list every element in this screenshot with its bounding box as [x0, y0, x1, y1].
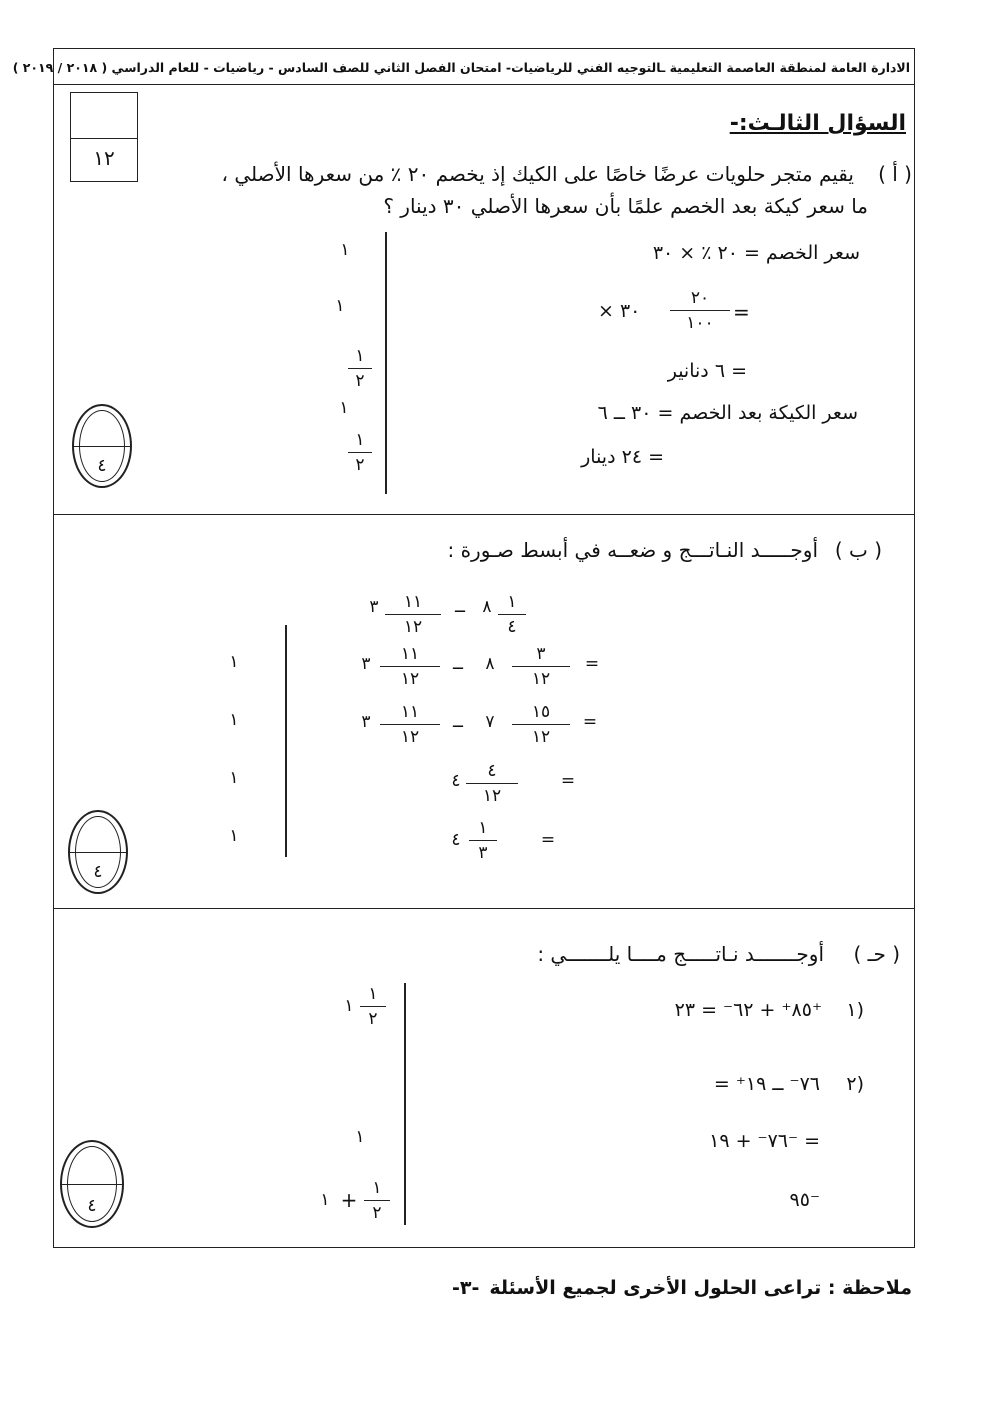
- part-c-item1: ٨٥⁺ + ٦٢⁻ = ٢٣⁺: [674, 999, 822, 1021]
- part-a-line2: ما سعر كيكة بعد الخصم علمًا بأن سعرها الأصلي ٣٠ دينار ؟: [383, 194, 868, 218]
- circle-divider: [62, 1184, 122, 1185]
- part-b-r2-whole1: ٨: [485, 654, 495, 674]
- part-b-r1-whole2: ٣: [369, 597, 379, 617]
- part-c-prompt: أوجـــــــد نـاتـــــج مــــا يلـــــــي :: [537, 942, 824, 966]
- part-c-item2: ٧٦⁻ ــ ١٩⁺ =: [713, 1073, 820, 1095]
- part-a-step2-eq: =: [733, 300, 750, 324]
- part-c-mark-3-frac: [364, 1180, 390, 1222]
- part-b-r4-frac: [466, 763, 518, 805]
- fraction-numerator: ٢٠: [690, 288, 710, 308]
- part-a-mark-2: ١: [335, 296, 345, 316]
- part-a-score: ٤: [97, 456, 107, 476]
- part-a-label: ( أ ): [878, 162, 912, 186]
- part-b-r2-op: ــ: [453, 654, 463, 674]
- part-b-mark-3: ١: [229, 768, 239, 788]
- part-b-r4-eq: =: [560, 771, 576, 791]
- circle-divider: [70, 852, 126, 853]
- part-c-mark-3-plus: +: [340, 1188, 358, 1212]
- fraction-denominator: ١٢: [531, 669, 551, 689]
- part-b-r1-frac2: [385, 594, 441, 636]
- part-b-r2-frac2: [380, 646, 440, 688]
- fraction-denominator: ٤: [507, 617, 517, 637]
- part-c-mark-2: ١: [355, 1127, 365, 1147]
- part-b-r5-frac: [469, 820, 497, 862]
- part-b-r2-eq: =: [584, 654, 600, 674]
- part-c-item2-label: ٢): [846, 1073, 864, 1095]
- part-c-label: ( حـ ): [853, 942, 900, 966]
- part-a-score-circle: [72, 404, 132, 488]
- exam-frame: [53, 48, 915, 1248]
- fraction-numerator: ١١: [400, 644, 420, 664]
- part-a-step4: سعر الكيكة بعد الخصم = ٣٠ ــ ٦: [597, 402, 858, 424]
- fraction-numerator: ١: [478, 818, 488, 838]
- part-b-r3-eq: =: [582, 712, 598, 732]
- part-a-step3: = ٦ دنانير: [667, 360, 747, 382]
- part-b-mark-line: [285, 625, 287, 857]
- circle-divider: [74, 446, 130, 447]
- footer-note: ملاحظة : تراعى الحلول الأخرى لجميع الأسئلة: [489, 1277, 912, 1299]
- header-divider: [53, 84, 915, 85]
- fraction-denominator: ١٠٠: [686, 313, 714, 333]
- part-a-step5: = ٢٤ دينار: [581, 446, 664, 468]
- part-b-r3-whole1: ٧: [485, 712, 495, 732]
- page-number: -٣-: [452, 1277, 480, 1299]
- fraction-numerator: ١: [355, 430, 365, 450]
- fraction-denominator: ٢: [372, 1203, 382, 1223]
- fraction-numerator: ١: [355, 346, 365, 366]
- fraction-denominator: ٣: [478, 843, 488, 863]
- part-b-score-circle: [68, 810, 128, 894]
- part-b-r5-eq: =: [540, 830, 556, 850]
- part-b-score: ٤: [93, 862, 103, 882]
- part-b-r5-whole: ٤: [451, 830, 461, 850]
- part-b-label: ( ب ): [834, 538, 882, 562]
- part-a-step2-fraction: [670, 290, 730, 332]
- part-a-mark-5: [348, 432, 372, 474]
- total-score-divider: [70, 138, 138, 139]
- part-a-step2-times: × ٣٠: [598, 300, 641, 322]
- section-divider-ab: [53, 514, 915, 515]
- fraction-denominator: ١٢: [403, 617, 423, 637]
- fraction-numerator: ١١: [400, 702, 420, 722]
- exam-header: الادارة العامة لمنطقة العاصمة التعليمية ـالتوجيه الفني للرياضيات- امتحان الفصل الثاني للصف السادس - رياضيات - للعام الدراسي ( ٢٠١٨ / ٢٠١٩ ): [12, 60, 910, 75]
- part-b-prompt: أوجـــــد النـاتـــج و ضعــه في أبسط صـورة :: [447, 538, 818, 562]
- part-c-item1-label: ١): [846, 999, 864, 1021]
- fraction-numerator: ٤: [487, 761, 497, 781]
- part-c-mark-line: [404, 983, 406, 1225]
- part-b-r2-frac1: [512, 646, 570, 688]
- fraction-denominator: ٢: [368, 1009, 378, 1029]
- fraction-numerator: ١١: [403, 592, 423, 612]
- part-b-r3-frac1: [512, 704, 570, 746]
- fraction-numerator: ١: [368, 984, 378, 1004]
- part-c-mark-1-whole: ١: [344, 996, 354, 1016]
- part-a-step1: سعر الخصم = ٢٠ ٪ × ٣٠: [652, 242, 860, 264]
- part-c-score-circle: [60, 1140, 124, 1228]
- part-c-mark-1-frac: [360, 986, 386, 1028]
- fraction-denominator: ٢: [355, 371, 365, 391]
- part-c-item3: ٧٦⁻ + ١٩⁻ =: [709, 1130, 820, 1152]
- fraction-denominator: ٢: [355, 455, 365, 475]
- total-score: ١٢: [93, 146, 115, 170]
- part-b-r2-whole2: ٣: [361, 654, 371, 674]
- part-a-mark-3: [348, 348, 372, 390]
- fraction-denominator: ١٢: [482, 786, 502, 806]
- part-a-mark-4: ١: [339, 398, 349, 418]
- question-title: السؤال الثالـث:-: [729, 111, 906, 136]
- part-b-mark-4: ١: [229, 826, 239, 846]
- part-a-mark-line: [385, 232, 387, 494]
- fraction-numerator: ١: [372, 1178, 382, 1198]
- part-b-r3-whole2: ٣: [361, 712, 371, 732]
- part-b-r3-op: ــ: [453, 712, 463, 732]
- section-divider-bc: [53, 908, 915, 909]
- part-c-mark-3-whole: ١: [320, 1190, 330, 1210]
- part-b-mark-2: ١: [229, 710, 239, 730]
- fraction-numerator: ٣: [536, 644, 546, 664]
- fraction-numerator: ١٥: [531, 702, 551, 722]
- part-b-r3-frac2: [380, 704, 440, 746]
- fraction-denominator: ١٢: [531, 727, 551, 747]
- part-b-r4-whole: ٤: [451, 771, 461, 791]
- part-a-mark-1: ١: [340, 240, 350, 260]
- fraction-denominator: ١٢: [400, 669, 420, 689]
- part-b-r1-whole1: ٨: [482, 597, 492, 617]
- part-b-mark-1: ١: [229, 652, 239, 672]
- fraction-numerator: ١: [507, 592, 517, 612]
- part-b-r1-frac1: [498, 594, 526, 636]
- part-b-r1-op: ــ: [455, 597, 465, 617]
- part-c-item4: ٩٥⁻: [789, 1189, 820, 1211]
- part-a-line1: يقيم متجر حلويات عرضًا خاصًا على الكيك إذ يخصم ٢٠ ٪ من سعرها الأصلي ،: [221, 162, 854, 186]
- part-c-score: ٤: [87, 1196, 97, 1216]
- fraction-denominator: ١٢: [400, 727, 420, 747]
